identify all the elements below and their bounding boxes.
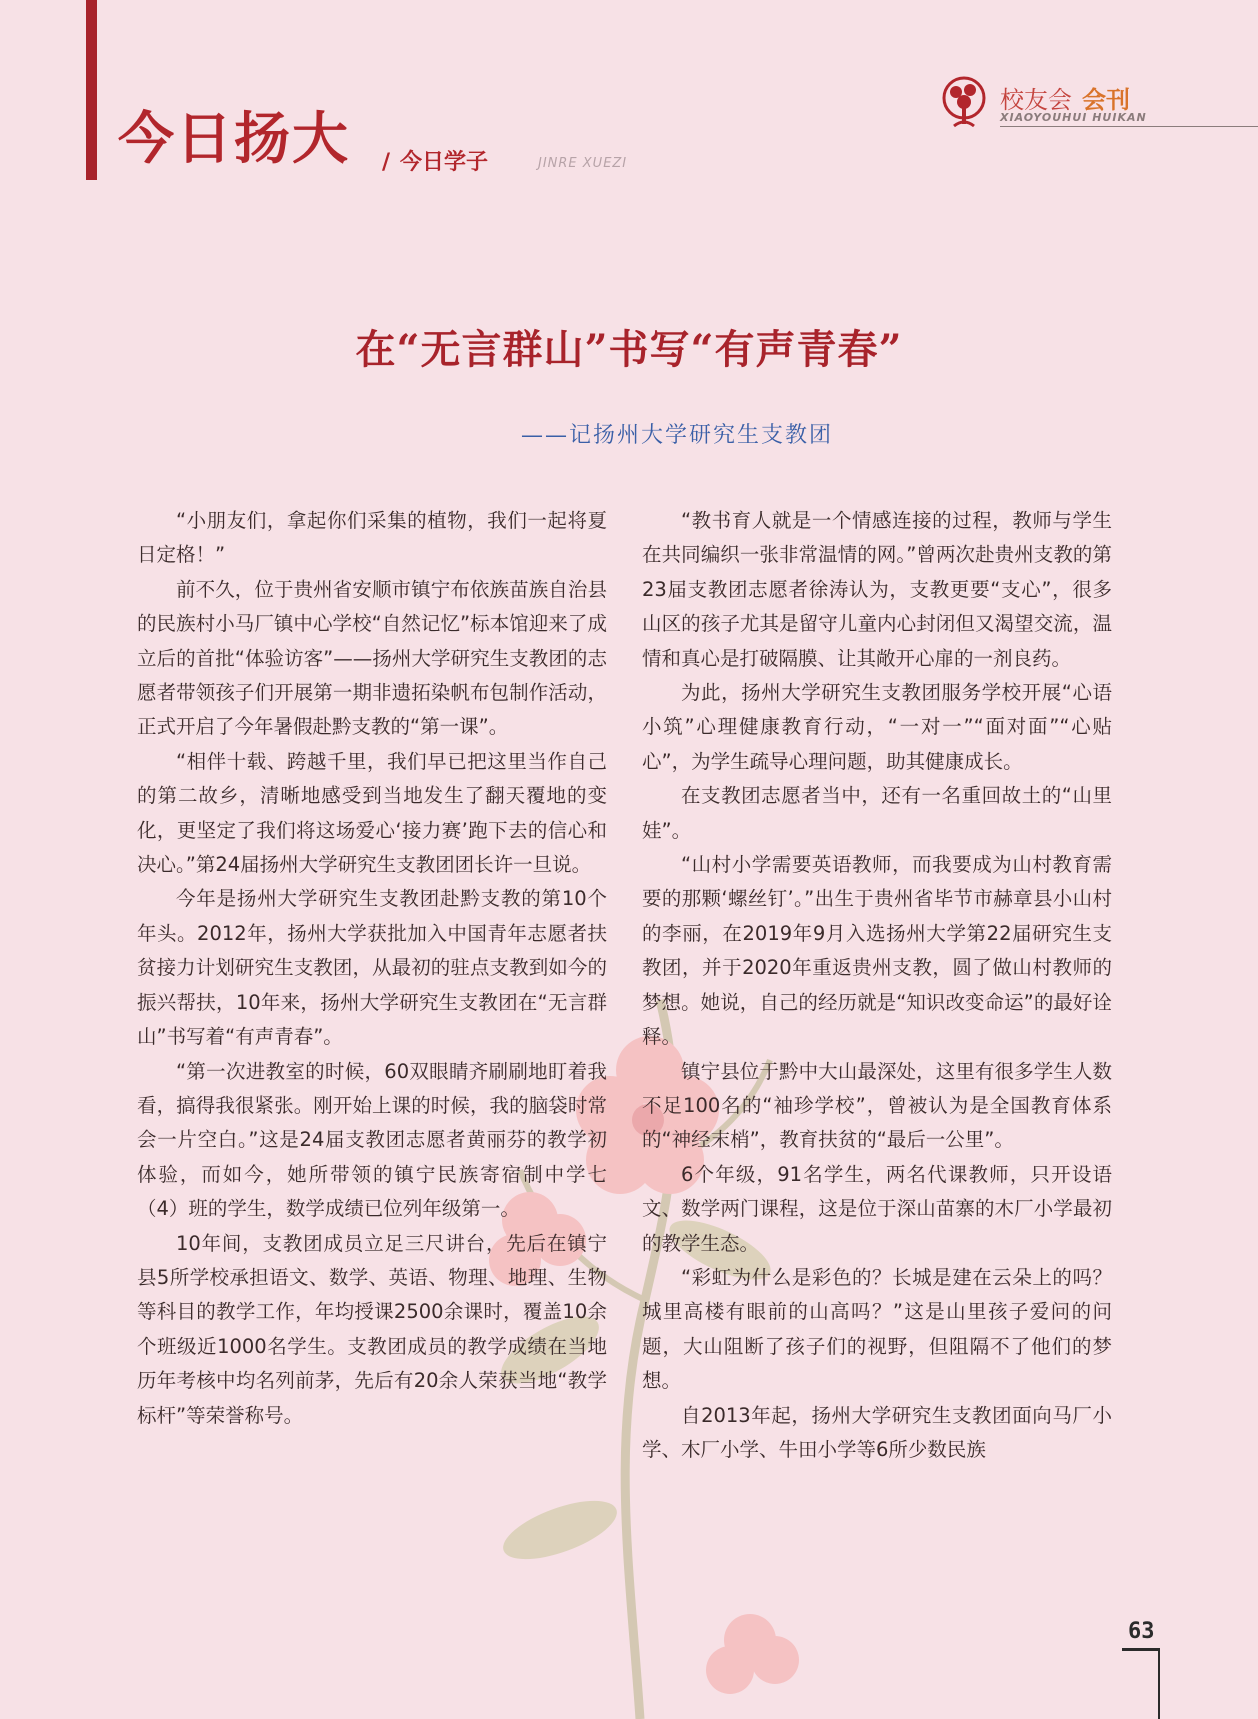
article-subtitle: ——记扬州大学研究生支教团: [520, 423, 833, 448]
brand-name: [1000, 80, 1130, 115]
section-title: 今日扬大: [118, 107, 350, 172]
sub-section-slash: /: [382, 150, 391, 175]
paragraph: 为此，扬州大学研究生支教团服务学校开展“心语小筑”心理健康教育行动，“一对一”“面对面”“心贴心”，为学生疏导心理问题，助其健康成长。: [642, 681, 1112, 773]
article-column-right: [642, 504, 1112, 1467]
paragraph: “教书育人就是一个情感连接的过程，教师与学生在共同编织一张非常温情的网。”曾两次赴贵州支教的第23届支教团志愿者徐涛认为，支教更要“支心”，很多山区的孩子尤其是留守儿童内心封闭但又渴望交流，温情和真心是打破隔膜、让其敞开心扉的一剂良药。: [642, 509, 1112, 670]
sub-section: [382, 145, 488, 176]
article-title: 在“无言群山”书写“有声青春”: [355, 326, 903, 373]
sub-section-en: JINRE XUEZI: [538, 156, 628, 171]
article-column-left: [137, 504, 607, 1433]
paragraph: 在支教团志愿者当中，还有一名重回故土的“山里娃”。: [642, 784, 1112, 842]
paragraph: 今年是扬州大学研究生支教团赴黔支教的第10个年头。2012年，扬州大学获批加入中国青年志愿者扶贫接力计划研究生支教团，从最初的驻点支教到如今的振兴帮扶，10年来，扬州大学研究生支教团在“无言群山”书写着“有声青春”。: [137, 887, 607, 1049]
paragraph: “相伴十载、跨越千里，我们早已把这里当作自己的第二故乡，清晰地感受到当地发生了翻天覆地的变化，更坚定了我们将这场爱心‘接力赛’跑下去的信心和决心。”第24届扬州大学研究生支教团团长许一旦说。: [137, 749, 607, 877]
page-number-rule-vertical: [1158, 1648, 1160, 1719]
page-number: 63: [1128, 1619, 1155, 1644]
paragraph: 10年间，支教团成员立足三尺讲台，先后在镇宁县5所学校承担语文、数学、英语、物理、地理、生物等科目的教学工作，年均授课2500余课时，覆盖10余个班级近1000名学生。支教团成员的教学成绩在当地历年考核中均名列前茅，先后有20余人荣获当地“教学标杆”等荣誉称号。: [137, 1231, 607, 1427]
section-accent-bar: [86, 0, 97, 180]
paragraph: “小朋友们，拿起你们采集的植物，我们一起将夏日定格！”: [137, 509, 607, 567]
paragraph: 前不久，位于贵州省安顺市镇宁布依族苗族自治县的民族村小马厂镇中心学校“自然记忆”标本馆迎来了成立后的首批“体验访客”——扬州大学研究生支教团的志愿者带领孩子们开展第一期非遗拓染帆布包制作活动，正式开启了今年暑假赴黔支教的“第一课”。: [137, 577, 607, 739]
brand-underline: [1000, 126, 1258, 127]
paragraph: 镇宁县位于黔中大山最深处，这里有很多学生人数不足100名的“袖珍学校”，曾被认为是全国教育体系的“神经末梢”，教育扶贫的“最后一公里”。: [642, 1059, 1112, 1152]
tree-emblem-icon: [936, 74, 992, 130]
paragraph: 自2013年起，扬州大学研究生支教团面向马厂小学、木厂小学、牛田小学等6所少数民族: [642, 1403, 1112, 1461]
paragraph: “彩虹为什么是彩色的？长城是建在云朵上的吗？城里高楼有眼前的山高吗？”这是山里孩子爱问的问题，大山阻断了孩子们的视野，但阻隔不了他们的梦想。: [642, 1265, 1112, 1393]
paragraph: 6个年级，91名学生，两名代课教师，只开设语文、数学两门课程，这是位于深山苗寨的木厂小学最初的教学生态。: [642, 1162, 1112, 1255]
brand-name-part2: 会刊: [1082, 86, 1130, 114]
sub-section-label: 今日学子: [400, 150, 489, 175]
brand-en: XIAOYOUHUI HUIKAN: [1000, 111, 1147, 124]
paragraph: “山村小学需要英语教师，而我要成为山村教育需要的那颗‘螺丝钉’。”出生于贵州省毕节市赫章县小山村的李丽，在2019年9月入选扬州大学第22届研究生支教团，并于2020年重返贵州支教，圆了做山村教师的梦想。她说，自己的经历就是“知识改变命运”的最好诠释。: [642, 853, 1112, 1049]
paragraph: “第一次进教室的时候，60双眼睛齐刷刷地盯着我看，搞得我很紧张。刚开始上课的时候，我的脑袋时常会一片空白。”这是24届支教团志愿者黄丽芬的教学初体验，而如今，她所带领的镇宁民族寄宿制中学七（4）班的学生，数学成绩已位列年级第一。: [137, 1059, 607, 1221]
page-number-rule-horizontal: [1122, 1648, 1160, 1651]
brand-name-part1: 校友会: [1000, 86, 1072, 114]
